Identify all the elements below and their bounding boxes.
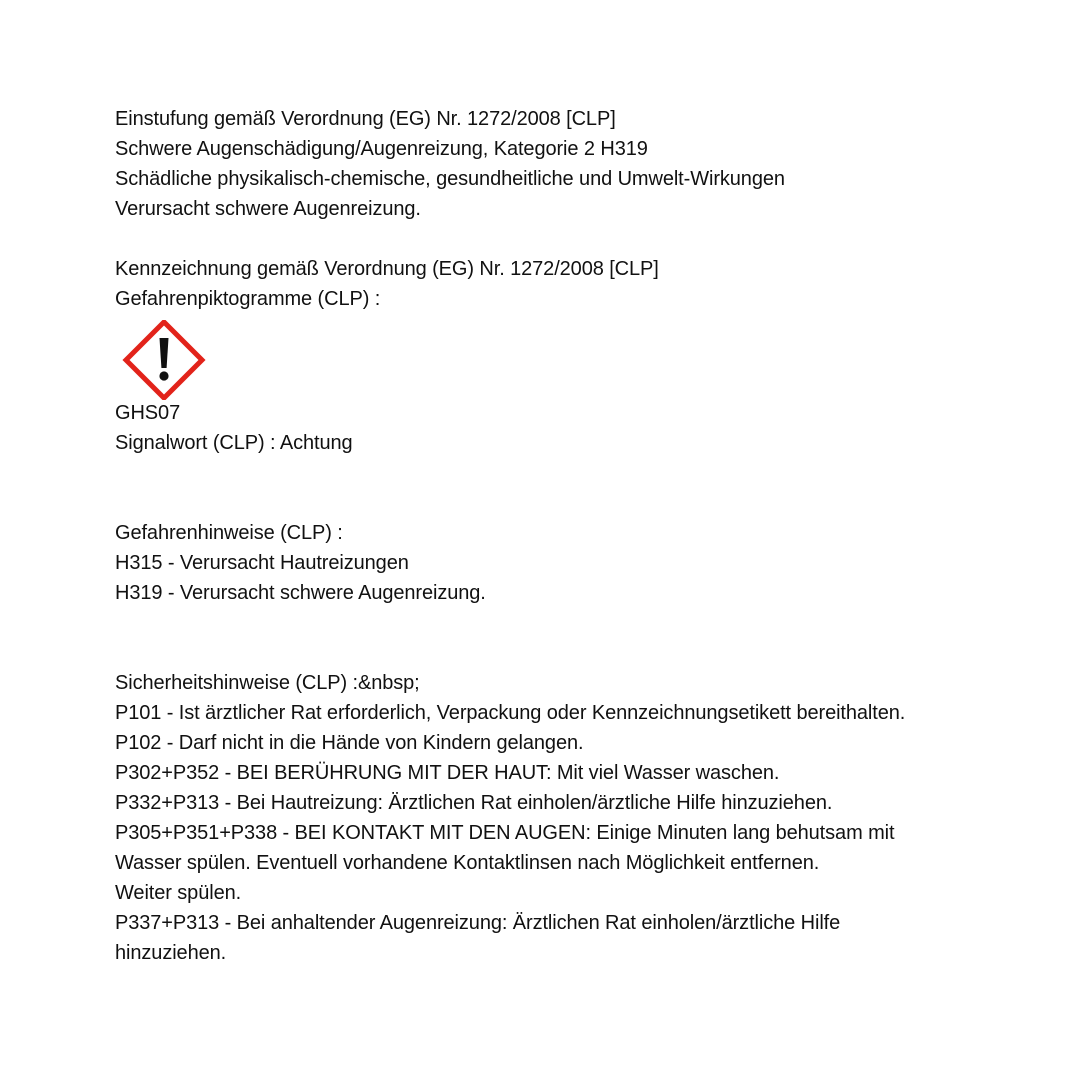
- ghs07-exclamation-icon: [119, 320, 209, 400]
- precautionary-statement: Wasser spülen. Eventuell vorhandene Kontaktlinsen nach Möglichkeit entfernen.: [115, 852, 820, 874]
- safety-data-document: [115, 104, 1015, 968]
- hazard-statements-title: Gefahrenhinweise (CLP) :: [115, 522, 343, 544]
- classification-title: Einstufung gemäß Verordnung (EG) Nr. 1272/2008 [CLP]: [115, 108, 616, 130]
- precautionary-statement: hinzuziehen.: [115, 942, 227, 964]
- precautionary-statement: Weiter spülen.: [115, 882, 242, 904]
- hazard-statement: H319 - Verursacht schwere Augenreizung.: [115, 582, 486, 604]
- labelling-section: [115, 254, 1015, 458]
- spacer: [115, 638, 1015, 668]
- precautionary-statement: P101 - Ist ärztlicher Rat erforderlich, Verpackung oder Kennzeichnungsetikett bereithalten.: [115, 702, 906, 724]
- precautionary-statement: P337+P313 - Bei anhaltender Augenreizung: Ärztlichen Rat einholen/ärztliche Hilfe: [115, 912, 841, 934]
- precautionary-statement: P332+P313 - Bei Hautreizung: Ärztlichen Rat einholen/ärztliche Hilfe hinzuziehen.: [115, 792, 833, 814]
- precautionary-statements-section: [115, 668, 1015, 968]
- hazard-statements-section: [115, 518, 1015, 608]
- effect-text: Verursacht schwere Augenreizung.: [115, 198, 421, 220]
- precautionary-statements-title: Sicherheitshinweise (CLP) :&nbsp;: [115, 672, 420, 694]
- precautionary-statement: P305+P351+P338 - BEI KONTAKT MIT DEN AUGEN: Einige Minuten lang behutsam mit: [115, 822, 895, 844]
- hazard-statement: H315 - Verursacht Hautreizungen: [115, 552, 409, 574]
- signal-word: Signalwort (CLP) : Achtung: [115, 432, 353, 454]
- pictograms-label: Gefahrenpiktogramme (CLP) :: [115, 288, 381, 310]
- effects-heading: Schädliche physikalisch-chemische, gesundheitliche und Umwelt-Wirkungen: [115, 168, 785, 190]
- spacer: [115, 458, 1015, 488]
- precautionary-statement: P302+P352 - BEI BERÜHRUNG MIT DER HAUT: Mit viel Wasser waschen.: [115, 762, 780, 784]
- precautionary-statement: P102 - Darf nicht in die Hände von Kindern gelangen.: [115, 732, 584, 754]
- spacer: [115, 488, 1015, 518]
- classification-section: [115, 104, 1015, 224]
- spacer: [115, 224, 1015, 254]
- spacer: [115, 608, 1015, 638]
- pictogram-code: GHS07: [115, 402, 181, 424]
- classification-category: Schwere Augenschädigung/Augenreizung, Kategorie 2 H319: [115, 138, 648, 160]
- labelling-title: Kennzeichnung gemäß Verordnung (EG) Nr. 1272/2008 [CLP]: [115, 258, 659, 280]
